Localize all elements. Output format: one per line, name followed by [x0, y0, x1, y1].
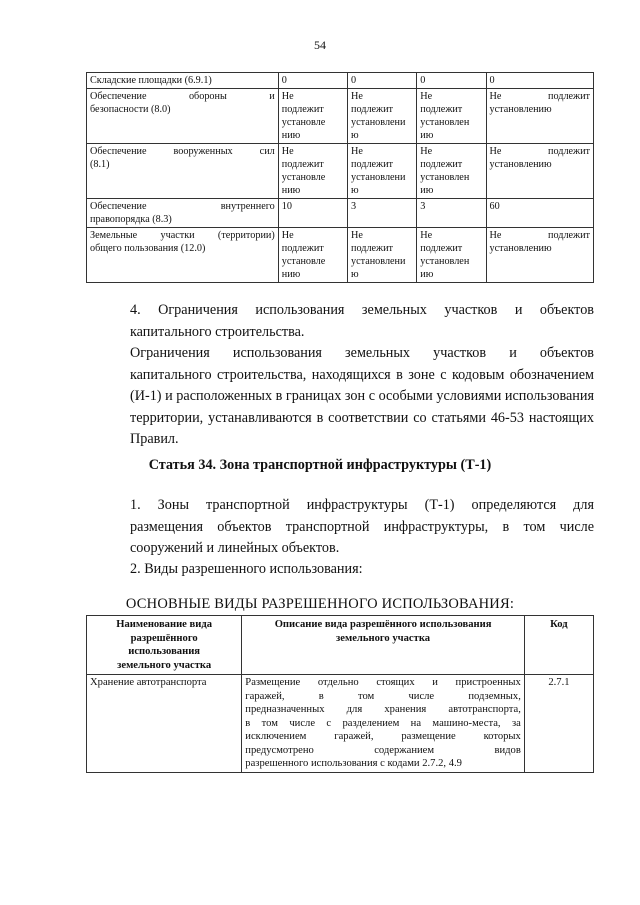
- value-cell: [486, 228, 593, 283]
- text-line: Наименование вида: [116, 619, 213, 630]
- text-line: размещения объектов транспортной инфраструктуры, в том числе: [130, 518, 594, 535]
- text-line: установлению: [489, 159, 552, 170]
- text-line: 0: [489, 75, 495, 86]
- text-line: установле: [281, 172, 326, 183]
- use-name-cell: [87, 228, 279, 283]
- page-number: 54: [314, 38, 326, 52]
- header-use-name: [87, 616, 242, 675]
- value-cell: [278, 144, 347, 199]
- text-line: ию: [420, 185, 434, 196]
- text-line: правопорядка (8.3): [90, 214, 172, 225]
- text-line: подлежит: [281, 104, 324, 115]
- text-line: Не: [420, 91, 433, 102]
- table-row: [87, 675, 594, 773]
- value-cell: [278, 73, 347, 89]
- text-line: подлежит: [420, 243, 463, 254]
- table-row: [87, 199, 594, 228]
- text-line: 4. Ограничения использования земельных участков и объектов: [130, 302, 594, 318]
- use-code-cell: 2.7.1: [524, 675, 593, 773]
- text-line: сооружений и линейных объектов.: [130, 540, 340, 556]
- article-title: Статья 34. Зона транспортной инфраструктуры (Т-1): [148, 457, 492, 473]
- text-line: подлежит: [351, 104, 393, 115]
- text-line: 3: [351, 201, 357, 212]
- text-line: земельного участка: [336, 632, 431, 644]
- text-line: Не: [420, 230, 433, 241]
- text-line: Обеспечение вооруженных сил: [90, 146, 275, 157]
- text-line: 1. Зоны транспортной инфраструктуры (Т-1) определяются для: [130, 497, 594, 513]
- header-code: [524, 616, 593, 675]
- value-cell: [486, 199, 593, 228]
- text-line: нию: [281, 185, 301, 196]
- text-line: 60: [489, 201, 500, 212]
- text-line: капитального строительства, находящихся в зоне с кодовым обозначением: [130, 366, 594, 383]
- value-cell: [348, 228, 417, 283]
- text-line: (И-1) и расположенных в границах зон с особыми условиями использования: [130, 388, 594, 404]
- text-line: Размещение отдельно стоящих и пристроенных: [245, 677, 521, 688]
- value-cell: [278, 89, 347, 144]
- text-line: Не подлежит: [489, 230, 590, 241]
- text-line: установле: [281, 256, 326, 267]
- text-line: Код: [550, 619, 568, 630]
- value-cell: [486, 73, 593, 89]
- text-line: установлени: [351, 256, 406, 267]
- use-description-cell: [242, 675, 525, 773]
- table-row: [87, 73, 594, 89]
- value-cell: [417, 144, 486, 199]
- text-line: установле: [281, 117, 326, 128]
- text-line: территории, устанавливаются в соответствии со статьями 46-53 настоящих: [130, 409, 594, 426]
- text-line: установлени: [351, 117, 406, 128]
- value-cell: [348, 89, 417, 144]
- value-cell: [348, 199, 417, 228]
- text-line: общего пользования (12.0): [90, 243, 206, 254]
- table-row: [87, 89, 594, 144]
- text-line: безопасности (8.0): [90, 104, 171, 115]
- paragraph-restrictions-text: [96, 343, 594, 451]
- text-line: нию: [281, 269, 301, 280]
- text-line: подлежит: [351, 243, 393, 254]
- value-cell: [278, 228, 347, 283]
- use-name-cell: [87, 199, 279, 228]
- text-line: 3: [420, 201, 426, 212]
- text-line: ю: [351, 269, 359, 280]
- value-cell: [348, 73, 417, 89]
- use-name-cell: Хранение автотранспорта: [87, 675, 242, 773]
- text-line: Не: [351, 146, 363, 157]
- text-line: Не: [420, 146, 433, 157]
- text-line: подлежит: [351, 159, 393, 170]
- text-line: Ограничения использования земельных участков и объектов: [130, 345, 594, 361]
- use-name-cell: [87, 73, 279, 89]
- text-line: Описание вида разрешённого использования: [274, 619, 492, 630]
- text-line: ю: [351, 130, 359, 141]
- text-line: Правил.: [130, 431, 179, 447]
- paragraph-restrictions-heading: [96, 300, 594, 343]
- text-line: установлен: [420, 117, 470, 128]
- text-line: ию: [420, 269, 434, 280]
- value-cell: [417, 89, 486, 144]
- text-line: Складские площадки (6.9.1): [90, 75, 212, 86]
- text-line: 0: [420, 75, 426, 86]
- text-line: 0: [351, 75, 357, 86]
- text-line: (8.1): [90, 159, 110, 170]
- value-cell: [486, 89, 593, 144]
- text-line: установлени: [351, 172, 406, 183]
- text-line: Не подлежит: [489, 146, 590, 157]
- text-line: Обеспечение внутреннего: [90, 201, 275, 212]
- value-cell: [348, 144, 417, 199]
- value-cell: [417, 199, 486, 228]
- paragraph-zone-definition: [96, 495, 594, 560]
- text-line: подлежит: [420, 104, 463, 115]
- text-line: подлежит: [281, 159, 324, 170]
- text-line: исключением гаражей, размещение которых: [245, 731, 521, 742]
- text-line: предназначенных для хранения автотранспорта,: [245, 704, 521, 715]
- value-cell: [486, 144, 593, 199]
- text-line: 0: [281, 75, 287, 86]
- text-line: Не: [281, 91, 294, 102]
- text-line: Не: [281, 230, 294, 241]
- text-line: ю: [351, 185, 359, 196]
- use-name-cell: [87, 89, 279, 144]
- table-row: [87, 144, 594, 199]
- text-line: Обеспечение обороны и: [90, 91, 275, 102]
- text-line: разрешенного использования с кодами 2.7.2, 4.9: [245, 758, 462, 769]
- text-line: Земельные участки (территории): [90, 230, 275, 241]
- text-line: установлению: [489, 104, 552, 115]
- text-line: использования: [128, 646, 201, 657]
- text-line: разрешённого: [130, 632, 198, 644]
- value-cell: [417, 73, 486, 89]
- text-line: Не: [351, 91, 363, 102]
- table-caption: ОСНОВНЫЕ ВИДЫ РАЗРЕШЕННОГО ИСПОЛЬЗОВАНИЯ:: [125, 596, 515, 612]
- text-line: капитального строительства.: [130, 323, 305, 340]
- text-line: 10: [281, 201, 292, 212]
- text-line: ию: [420, 130, 434, 141]
- text-line: установлению: [489, 243, 552, 254]
- table-row: [87, 228, 594, 283]
- zone-parameters-table: [86, 72, 594, 283]
- text-line: Не: [351, 230, 363, 241]
- value-cell: [278, 199, 347, 228]
- text-line: гаражей, в том числе подземных,: [245, 690, 521, 702]
- text-line: установлен: [420, 256, 470, 267]
- text-line: предусмотрено содержанием видов: [245, 744, 521, 756]
- text-line: нию: [281, 130, 301, 141]
- text-line: подлежит: [420, 159, 463, 170]
- text-line: установлен: [420, 172, 470, 183]
- text-line: подлежит: [281, 243, 324, 254]
- header-use-description: [242, 616, 525, 675]
- text-line: Не: [281, 146, 294, 157]
- use-name-cell: [87, 144, 279, 199]
- text-line: Не подлежит: [489, 91, 590, 102]
- permitted-use-table: [86, 615, 594, 773]
- text-line: земельного участка: [117, 659, 212, 671]
- value-cell: [417, 228, 486, 283]
- text-line: в том числе с разделением на машино-места, за: [245, 717, 521, 729]
- paragraph-permitted-use: 2. Виды разрешенного использования:: [130, 561, 363, 577]
